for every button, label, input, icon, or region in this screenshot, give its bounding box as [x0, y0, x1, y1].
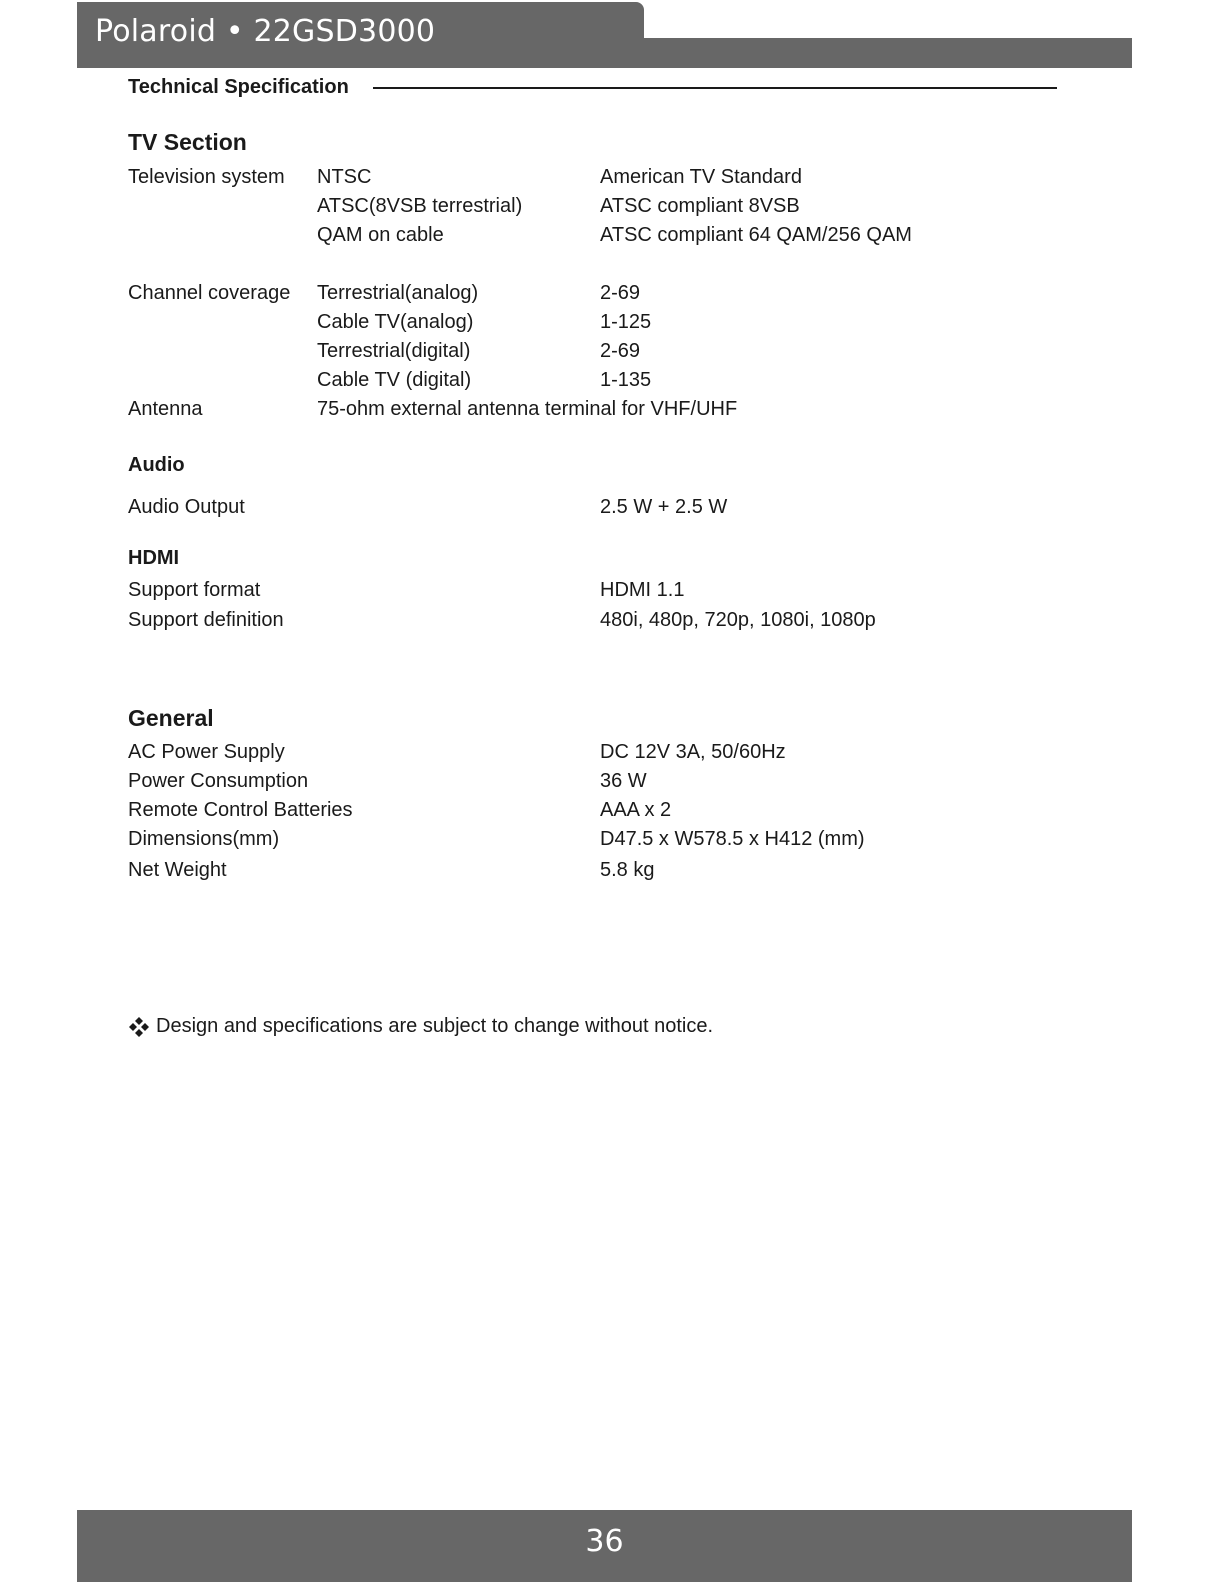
spec-label: Power Consumption: [128, 770, 309, 792]
spec-value: 36 W: [600, 770, 647, 792]
spec-value: DC 12V 3A, 50/60Hz: [600, 741, 786, 763]
spec-value: HDMI 1.1: [600, 579, 685, 601]
spec-value: 5.8 kg: [600, 859, 655, 881]
spec-value: ATSC compliant 64 QAM/256 QAM: [600, 224, 912, 246]
four-diamonds-bullet-icon: [128, 1016, 150, 1038]
spec-label: Dimensions(mm): [128, 828, 280, 850]
spec-value: American TV Standard: [600, 166, 802, 188]
antenna-label: Antenna: [128, 398, 203, 420]
spec-value: 2-69: [600, 282, 641, 304]
spec-value: 1-125: [600, 311, 652, 333]
antenna-value: 75-ohm external antenna terminal for VHF/UHF: [317, 398, 738, 420]
footer-band: [77, 1510, 1132, 1582]
notice-text: Design and specifications are subject to change without notice.: [156, 1015, 714, 1037]
page-heading: Technical Specification: [128, 76, 349, 98]
header-title: Polaroid • 22GSD3000: [95, 14, 436, 49]
spec-name: NTSC: [317, 166, 372, 188]
channel-coverage-label: Channel coverage: [128, 282, 291, 304]
page-number: 36: [585, 1524, 624, 1559]
spec-value: 1-135: [600, 369, 652, 391]
spec-name: Cable TV (digital): [317, 369, 472, 391]
spec-name: Cable TV(analog): [317, 311, 474, 333]
spec-label: Audio Output: [128, 496, 245, 518]
spec-value: AAA x 2: [600, 799, 672, 821]
spec-label: Support format: [128, 579, 261, 601]
spec-value: 2.5 W + 2.5 W: [600, 496, 728, 518]
spec-name: QAM on cable: [317, 224, 444, 246]
general-title: General: [128, 705, 214, 731]
tv-section-title: TV Section: [128, 129, 247, 155]
spec-label: AC Power Supply: [128, 741, 285, 763]
spec-label: Support definition: [128, 609, 284, 631]
spec-label: Net Weight: [128, 859, 227, 881]
spec-value: D47.5 x W578.5 x H412 (mm): [600, 828, 865, 850]
spec-name: Terrestrial(digital): [317, 340, 471, 362]
television-system-label: Television system: [128, 166, 285, 188]
spec-value: 480i, 480p, 720p, 1080i, 1080p: [600, 609, 876, 631]
spec-label: Remote Control Batteries: [128, 799, 353, 821]
notice: [128, 1015, 713, 1038]
spec-name: Terrestrial(analog): [317, 282, 479, 304]
spec-value: ATSC compliant 8VSB: [600, 195, 800, 217]
spec-name: ATSC(8VSB terrestrial): [317, 195, 523, 217]
spec-value: 2-69: [600, 340, 641, 362]
audio-title: Audio: [128, 454, 185, 476]
hdmi-title: HDMI: [128, 547, 180, 569]
heading-rule: [373, 87, 1057, 89]
